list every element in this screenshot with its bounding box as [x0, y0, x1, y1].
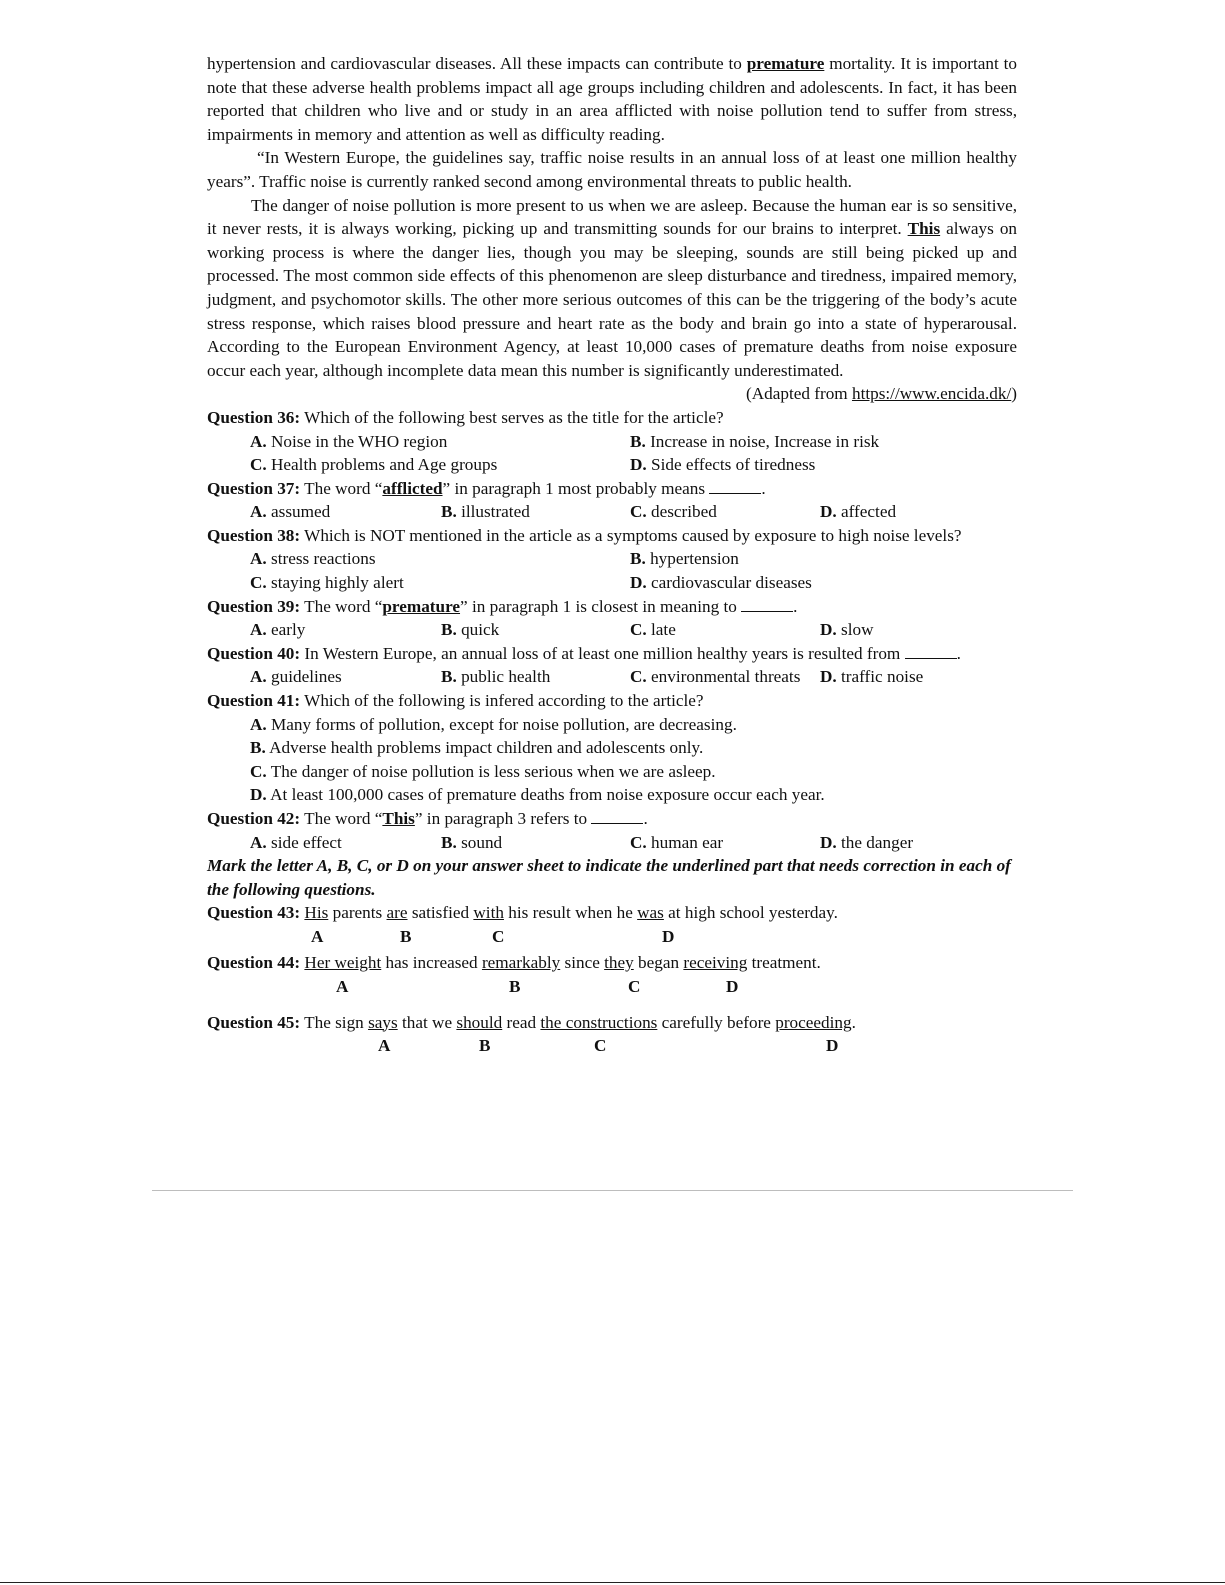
p1-text-b: mortality. It is important to note that these adverse health problems impact all age groups including children and adolescents. In fact, it has been reported that children who live and or study in an area afflicted with noise pollution tend to suffer from stress, impairments in memory and attention as well as difficulty reading.	[207, 54, 1017, 144]
p3-text-a: The danger of noise pollution is more present to us when we are asleep. Because the human ear is so sensitive, it never rests, it is always working, picking up and transmitting sounds for our brains to interpret.	[207, 195, 1017, 239]
option-b[interactable]: B. hypertension	[630, 549, 739, 569]
letter-d: D	[726, 976, 739, 996]
underlined-part-a[interactable]: Her weight	[304, 952, 382, 972]
question-38-options-row-2	[207, 571, 1017, 595]
question-43-label: Question 43:	[207, 903, 301, 923]
question-38	[207, 524, 1017, 548]
question-42-target-word: This	[382, 809, 415, 828]
page-footer-divider	[152, 1190, 1073, 1191]
question-41-label: Question 41:	[207, 691, 301, 711]
source-citation	[207, 382, 1017, 406]
option-c[interactable]: C. staying highly alert	[250, 573, 404, 593]
underlined-part-d[interactable]: proceeding	[775, 1012, 852, 1032]
question-38-label: Question 38:	[207, 525, 301, 545]
option-a[interactable]: A. stress reactions	[250, 549, 376, 569]
question-39-label: Question 39:	[207, 596, 301, 616]
underlined-part-a[interactable]: says	[368, 1012, 398, 1032]
answer-blank	[905, 644, 957, 659]
question-41	[207, 689, 1017, 713]
letter-a: A	[311, 926, 324, 946]
question-45-letters	[207, 1034, 1017, 1058]
option-a[interactable]: A. early	[250, 620, 306, 640]
question-42-label: Question 42:	[207, 809, 301, 828]
letter-d: D	[662, 926, 675, 946]
option-c[interactable]: C. described	[630, 502, 717, 522]
option-d[interactable]: D. At least 100,000 cases of premature deaths from noise exposure occur each year.	[250, 785, 825, 805]
document-page	[207, 52, 1017, 1058]
option-a[interactable]: A. side effect	[250, 832, 342, 852]
question-39: Question 39: The word “premature” in paragraph 1 is closest in meaning to .	[207, 596, 798, 616]
source-suffix: )	[1011, 384, 1017, 404]
p1-text-a: hypertension and cardiovascular diseases. All these impacts can contribute to	[207, 54, 747, 73]
option-b[interactable]: B. Adverse health problems impact children and adolescents only.	[250, 738, 704, 758]
question-40-text: In Western Europe, an annual loss of at least one million healthy years is resulted from	[300, 643, 905, 663]
letter-c: C	[628, 976, 641, 996]
underlined-part-d[interactable]: was	[637, 903, 664, 923]
question-43: Question 43: His parents are satisfied with his result when he was at high school yesterday.	[207, 903, 838, 923]
question-36-label: Question 36:	[207, 407, 301, 427]
option-b[interactable]: B. illustrated	[441, 502, 530, 522]
question-36-options-row-1	[207, 430, 1017, 454]
option-d[interactable]: D. traffic noise	[820, 667, 924, 687]
question-36	[207, 406, 1017, 430]
question-38-options-row-1	[207, 547, 1017, 571]
question-40: Question 40: In Western Europe, an annual loss of at least one million healthy years is resulted from .	[207, 643, 961, 663]
letter-b: B	[400, 926, 412, 946]
answer-blank	[591, 809, 643, 824]
section-instruction: Mark the letter A, B, C, or D on your answer sheet to indicate the underlined part that needs correction in each of the following questions.	[207, 856, 1011, 899]
underlined-part-b[interactable]: remarkably	[481, 952, 561, 972]
question-43-letters	[207, 925, 1017, 949]
question-42-options	[207, 831, 1017, 855]
option-d[interactable]: D. the danger	[820, 832, 914, 852]
question-39-target-word: premature	[382, 596, 461, 616]
page-bottom-edge	[0, 1582, 1225, 1583]
underlined-part-d[interactable]: receiving	[683, 952, 748, 972]
p3-text-b: always on working process is where the danger lies, though you may be sleeping, sounds are still being picked up and processed. The most common side effects of this phenomenon are sleep disturbance and tiredness, impaired memory, judgment, and psychomotor skills. The other more serious outcomes of this can be the triggering of the body’s acute stress response, which raises blood pressure and heart rate as the body and brain go into a state of hyperarousal. According to the European Environment Agency, at least 10,000 cases of premature deaths from noise exposure occur each year, although incomplete data mean this number is significantly underestimated.	[207, 219, 1018, 380]
option-d[interactable]: D. slow	[820, 620, 874, 640]
question-36-text: Which of the following best serves as the title for the article?	[300, 407, 724, 427]
option-d[interactable]: D. cardiovascular diseases	[630, 573, 812, 593]
passage-paragraph-2: “In Western Europe, the guidelines say, traffic noise results in an annual loss of at least one million healthy years”. Traffic noise is currently ranked second among environmental threats to public health.	[207, 148, 1017, 191]
letter-b: B	[479, 1036, 491, 1056]
option-c[interactable]: C. human ear	[630, 832, 724, 852]
option-d[interactable]: D. affected	[820, 502, 897, 522]
option-b[interactable]: B. quick	[441, 620, 500, 640]
underlined-part-c[interactable]: with	[473, 903, 504, 923]
underlined-part-b[interactable]: are	[386, 903, 408, 923]
question-37-target-word: afflicted	[382, 478, 443, 498]
passage-paragraph-3	[207, 194, 1017, 383]
question-44-label: Question 44:	[207, 952, 301, 972]
option-a[interactable]: A. assumed	[250, 502, 331, 522]
option-c[interactable]: C. late	[630, 620, 676, 640]
option-c[interactable]: C. Health problems and Age groups	[250, 455, 498, 475]
letter-a: A	[378, 1036, 391, 1056]
option-b[interactable]: B. sound	[441, 832, 503, 852]
underlined-part-b[interactable]: should	[456, 1012, 503, 1032]
question-39-options	[207, 618, 1017, 642]
question-40-label: Question 40:	[207, 643, 301, 663]
underlined-part-c[interactable]: they	[604, 952, 634, 972]
option-a[interactable]: A. guidelines	[250, 667, 342, 687]
underlined-part-a[interactable]: His	[304, 903, 329, 923]
option-a[interactable]: A. Many forms of pollution, except for noise pollution, are decreasing.	[250, 714, 737, 734]
letter-c: C	[594, 1036, 607, 1056]
underlined-part-c[interactable]: the constructions	[540, 1012, 658, 1032]
letter-b: B	[509, 976, 521, 996]
question-38-text: Which is NOT mentioned in the article as a symptoms caused by exposure to high noise levels?	[300, 525, 962, 545]
question-37-options	[207, 500, 1017, 524]
question-40-options	[207, 665, 1017, 689]
question-37: Question 37: The word “afflicted” in paragraph 1 most probably means .	[207, 478, 766, 498]
letter-d: D	[826, 1036, 839, 1056]
question-45: Question 45: The sign says that we should read the constructions carefully before proceeding.	[207, 1012, 856, 1032]
option-c[interactable]: C. environmental threats	[630, 667, 801, 687]
question-41-text: Which of the following is infered according to the article?	[300, 691, 704, 711]
question-37-label: Question 37:	[207, 478, 301, 498]
answer-blank	[741, 597, 793, 612]
source-prefix: (Adapted from	[746, 384, 852, 404]
question-42: Question 42: The word “This” in paragraph 3 refers to .	[207, 809, 648, 828]
question-44: Question 44: Her weight has increased remarkably since they began receiving treatment.	[207, 952, 821, 972]
question-44-letters	[207, 975, 1017, 999]
option-d[interactable]: D. Side effects of tiredness	[630, 455, 816, 475]
option-b[interactable]: B. Increase in noise, Increase in risk	[630, 431, 880, 451]
letter-c: C	[492, 926, 505, 946]
option-c[interactable]: C. The danger of noise pollution is less serious when we are asleep.	[250, 761, 716, 781]
p3-underlined-word: This	[907, 219, 941, 239]
option-a[interactable]: A. Noise in the WHO region	[250, 431, 448, 451]
passage-paragraph-1	[207, 52, 1017, 146]
option-b[interactable]: B. public health	[441, 667, 551, 687]
answer-blank	[709, 479, 761, 494]
letter-a: A	[336, 976, 349, 996]
question-45-label: Question 45:	[207, 1012, 301, 1032]
p1-underlined-word: premature	[746, 54, 825, 73]
source-link[interactable]: https://www.encida.dk/	[851, 384, 1012, 404]
question-36-options-row-2	[207, 453, 1017, 477]
